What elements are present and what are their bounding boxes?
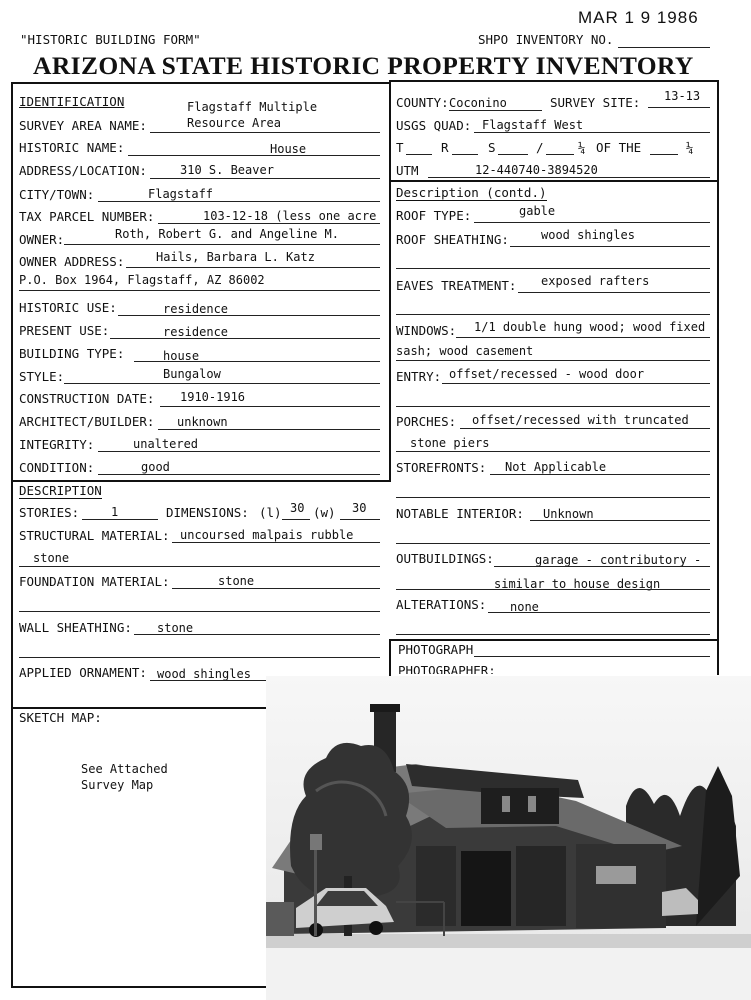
survey-area-field xyxy=(150,132,380,133)
dimensions-label: DIMENSIONS: xyxy=(166,505,249,520)
photograph-field xyxy=(474,656,710,657)
survey-area-value-1: Flagstaff Multiple xyxy=(187,100,318,114)
wall-sheathing-value: stone xyxy=(157,621,194,635)
photograph-heading: PHOTOGRAPH xyxy=(398,642,474,657)
township-label: T xyxy=(396,140,404,155)
roof-type-field xyxy=(474,222,710,223)
house-photo-image xyxy=(266,676,751,1000)
architect-value: unknown xyxy=(177,415,228,429)
structural-value-2: stone xyxy=(33,551,70,565)
survey-area-value-2: Resource Area xyxy=(187,116,281,130)
frame-left xyxy=(11,82,13,988)
windows-label: WINDOWS: xyxy=(396,323,457,338)
historic-use-label: HISTORIC USE: xyxy=(19,300,117,315)
house-photograph xyxy=(266,676,751,1000)
integrity-field xyxy=(98,451,380,452)
porches-value-1: offset/recessed with truncated xyxy=(472,413,689,427)
utm-label: UTM xyxy=(396,163,419,178)
structural-value-1: uncoursed malpais rubble xyxy=(180,528,354,542)
alterations-label: ALTERATIONS: xyxy=(396,597,487,612)
utm-field xyxy=(428,177,710,178)
eaves-field xyxy=(518,292,710,293)
building-type-value: house xyxy=(163,349,200,363)
condition-value: good xyxy=(141,460,170,474)
entry-field xyxy=(442,383,710,384)
foundation-label: FOUNDATION MATERIAL: xyxy=(19,574,170,589)
quarter-label-2: ¼ xyxy=(686,140,694,155)
survey-site-label: SURVEY SITE: xyxy=(550,95,641,110)
usgs-value: Flagstaff West xyxy=(482,118,584,132)
section-label: S xyxy=(488,140,496,155)
foundation-value: stone xyxy=(218,574,255,588)
eaves-label: EAVES TREATMENT: xyxy=(396,278,517,293)
porches-value-2: stone piers xyxy=(410,436,490,450)
county-field xyxy=(449,110,542,111)
county-value: Coconino xyxy=(449,96,507,110)
owner-address-field xyxy=(126,267,380,268)
sketch-note-line-2: Survey Map xyxy=(81,778,154,792)
quarter-label-1: ¼ xyxy=(578,140,586,155)
stories-field xyxy=(82,519,158,520)
roof-sheathing-value: wood shingles xyxy=(541,228,635,242)
structural-label: STRUCTURAL MATERIAL: xyxy=(19,528,170,543)
historic-name-label: HISTORIC NAME: xyxy=(19,140,125,155)
sketch-note-line-1: See Attached xyxy=(81,762,168,776)
porches-field xyxy=(460,428,710,429)
foundation-field-2 xyxy=(19,611,380,612)
survey-site-value: 13-13 xyxy=(664,89,701,103)
roof-sheathing-label: ROOF SHEATHING: xyxy=(396,232,509,247)
outbuildings-value-1: garage - contributory - xyxy=(535,553,702,567)
alterations-field-2 xyxy=(396,634,710,635)
page-title: ARIZONA STATE HISTORIC PROPERTY INVENTORY xyxy=(33,51,694,80)
address-field xyxy=(150,178,380,179)
historic-name-value: House xyxy=(270,142,307,156)
wall-sheathing-field-2 xyxy=(19,657,380,658)
applied-ornament-label: APPLIED ORNAMENT: xyxy=(19,665,147,680)
sketch-map-heading: SKETCH MAP: xyxy=(19,710,102,725)
photographer-label: PHOTOGRAPHER: xyxy=(398,664,496,674)
owner-address-field-2 xyxy=(19,290,380,291)
photo-box-left xyxy=(389,640,391,676)
historic-use-field xyxy=(118,315,380,316)
building-type-label: BUILDING TYPE: xyxy=(19,346,125,361)
roof-type-label: ROOF TYPE: xyxy=(396,208,472,223)
owner-address-value-2: P.O. Box 1964, Flagstaff, AZ 86002 xyxy=(19,273,265,287)
roof-sheathing-field-2 xyxy=(396,268,710,269)
alterations-field xyxy=(488,612,710,613)
stories-label: STORIES: xyxy=(19,505,80,520)
present-use-value: residence xyxy=(163,325,229,339)
shpo-inventory-label: SHPO INVENTORY NO. xyxy=(478,32,614,47)
notable-interior-label: NOTABLE INTERIOR: xyxy=(396,506,524,521)
outbuildings-value-2: similar to house design xyxy=(494,577,661,591)
wall-sheathing-label: WALL SHEATHING: xyxy=(19,620,132,635)
survey-site-field xyxy=(648,107,710,108)
dimension-length-value: 30 xyxy=(290,501,305,515)
dimension-width-value: 30 xyxy=(352,501,367,515)
owner-field xyxy=(64,244,380,245)
entry-label: ENTRY: xyxy=(396,369,442,384)
construction-date-value: 1910-1916 xyxy=(180,390,246,404)
integrity-value: unaltered xyxy=(133,437,199,451)
survey-area-label: SURVEY AREA NAME: xyxy=(19,118,147,133)
storefronts-field xyxy=(490,474,710,475)
applied-ornament-value: wood shingles xyxy=(157,667,251,681)
foundation-field xyxy=(172,588,380,589)
windows-field-2 xyxy=(396,360,710,361)
architect-field xyxy=(158,429,380,430)
county-label: COUNTY: xyxy=(396,95,449,110)
quarter-field-2 xyxy=(650,154,678,155)
of-the-label: OF THE xyxy=(596,140,642,155)
city-value: Flagstaff xyxy=(148,187,214,201)
tax-parcel-value: 103-12-18 (less one acre xyxy=(203,209,377,223)
alterations-value: none xyxy=(510,600,539,614)
shpo-inventory-field xyxy=(618,47,710,48)
present-use-label: PRESENT USE: xyxy=(19,323,110,338)
style-label: STYLE: xyxy=(19,369,65,384)
entry-value: offset/recessed - wood door xyxy=(449,367,645,381)
usgs-label: USGS QUAD: xyxy=(396,118,472,133)
building-type-field xyxy=(134,361,380,362)
applied-ornament-field xyxy=(150,680,266,681)
notable-interior-value: Unknown xyxy=(543,507,594,521)
historic-use-value: residence xyxy=(163,302,229,316)
city-label: CITY/TOWN: xyxy=(19,187,95,202)
notable-interior-field-2 xyxy=(396,543,710,544)
porches-label: PORCHES: xyxy=(396,414,457,429)
historic-name-field xyxy=(128,155,380,156)
township-field xyxy=(406,154,432,155)
style-field xyxy=(64,383,380,384)
outbuildings-label: OUTBUILDINGS: xyxy=(396,551,494,566)
structural-field xyxy=(172,542,380,543)
tax-parcel-label: TAX PARCEL NUMBER: xyxy=(19,209,155,224)
present-use-field xyxy=(110,338,380,339)
description-heading: DESCRIPTION xyxy=(19,483,102,498)
quarter-field-1 xyxy=(546,154,574,155)
frame-right xyxy=(717,80,719,675)
range-label: R xyxy=(441,140,449,155)
windows-value-1: 1/1 double hung wood; wood fixed xyxy=(474,320,706,334)
owner-address-value-1: Hails, Barbara L. Katz xyxy=(156,250,315,264)
roof-type-value: gable xyxy=(519,204,556,218)
utm-value: 12-440740-3894520 xyxy=(475,163,598,177)
entry-field-2 xyxy=(396,406,710,407)
slash-label: / xyxy=(536,140,544,155)
construction-date-label: CONSTRUCTION DATE: xyxy=(19,391,155,406)
integrity-label: INTEGRITY: xyxy=(19,437,95,452)
frame-divider-upper xyxy=(389,80,391,482)
usgs-field xyxy=(474,132,710,133)
style-value: Bungalow xyxy=(163,367,221,381)
storefronts-field-2 xyxy=(396,497,710,498)
architect-label: ARCHITECT/BUILDER: xyxy=(19,414,155,429)
outbuildings-field xyxy=(494,566,710,567)
condition-field xyxy=(98,474,380,475)
dimension-width-field xyxy=(340,519,380,520)
storefronts-value: Not Applicable xyxy=(505,460,607,474)
construction-date-field xyxy=(160,406,380,407)
range-field xyxy=(452,154,478,155)
identification-heading: IDENTIFICATION xyxy=(19,94,125,109)
roof-sheathing-field xyxy=(510,246,710,247)
notable-interior-field xyxy=(530,520,710,521)
photo-box-top xyxy=(389,639,719,641)
owner-address-label: OWNER ADDRESS: xyxy=(19,254,125,269)
date-stamp: MAR 1 9 1986 xyxy=(578,8,699,27)
sketch-bottom xyxy=(11,986,267,988)
eaves-value: exposed rafters xyxy=(541,274,650,288)
location-bottom xyxy=(389,180,719,182)
stories-value: 1 xyxy=(111,505,119,519)
frame-top-left xyxy=(11,82,391,84)
outbuildings-field-2 xyxy=(396,589,710,590)
dimension-width-label: (w) xyxy=(313,505,336,520)
address-label: ADDRESS/LOCATION: xyxy=(19,163,147,178)
eaves-field-2 xyxy=(396,314,710,315)
description-contd-heading: Description (contd.) xyxy=(396,185,547,200)
windows-value-2: sash; wood casement xyxy=(396,344,534,358)
frame-top-right xyxy=(389,80,719,82)
form-name: "HISTORIC BUILDING FORM" xyxy=(20,32,201,47)
section-field xyxy=(498,154,528,155)
condition-label: CONDITION: xyxy=(19,460,95,475)
dimension-length-label: (l) xyxy=(259,505,282,520)
city-field xyxy=(98,201,380,202)
tax-parcel-field xyxy=(158,223,380,224)
windows-field xyxy=(456,337,710,338)
owner-value: Roth, Robert G. and Angeline M. xyxy=(115,227,339,241)
wall-sheathing-field xyxy=(134,634,380,635)
storefronts-label: STOREFRONTS: xyxy=(396,460,487,475)
structural-field-2 xyxy=(19,566,380,567)
sketch-top xyxy=(11,707,267,709)
porches-field-2 xyxy=(396,451,710,452)
address-value: 310 S. Beaver xyxy=(180,163,274,177)
identification-bottom xyxy=(11,480,391,482)
owner-label: OWNER: xyxy=(19,232,65,247)
dimension-length-field xyxy=(282,519,310,520)
